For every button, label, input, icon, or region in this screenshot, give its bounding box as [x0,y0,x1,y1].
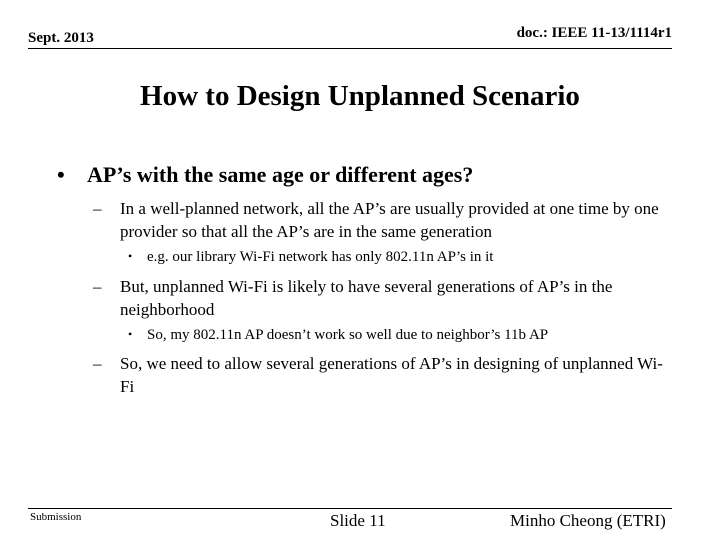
header-divider [28,48,672,49]
bullet-sub-2 [93,275,673,321]
bullet-marker: • [128,327,133,341]
slide-title: How to Design Unplanned Scenario [140,80,580,112]
footer-divider [28,508,672,509]
bullet-marker: • [128,249,133,263]
dash-marker: – [93,199,102,218]
bullet-sub-1 [93,197,673,243]
bullet-detail-2-text: So, my 802.11n AP doesn’t work so well due to neighbor’s 11b AP [147,327,549,343]
header-date: Sept. 2013 [28,30,94,46]
bullet-marker: • [57,162,65,187]
bullet-sub-1-text: In a well-planned network, all the AP’s are usually provided at one time by one provider so that all the AP’s are in the same generation [120,199,659,241]
bullet-sub-2-text: But, unplanned Wi-Fi is likely to have several generations of AP’s in the neighborhood [120,277,613,319]
footer-author: Minho Cheong (ETRI) [510,511,666,530]
dash-marker: – [93,354,102,373]
bullet-detail-2 [128,327,548,344]
bullet-sub-3 [93,352,673,398]
header-doc-id: doc.: IEEE 11-13/1114r1 [516,25,672,41]
bullet-detail-1-text: e.g. our library Wi-Fi network has only 802.11n AP’s in it [147,249,494,265]
bullet-detail-1 [128,249,493,266]
bullet-sub-3-text: So, we need to allow several generations of AP’s in designing of unplanned Wi-Fi [120,354,663,396]
bullet-main [57,162,473,188]
footer-slide-number: Slide 11 [330,511,386,530]
bullet-main-text: AP’s with the same age or different ages? [87,162,474,187]
dash-marker: – [93,277,102,296]
footer-submission: Submission [30,511,82,523]
